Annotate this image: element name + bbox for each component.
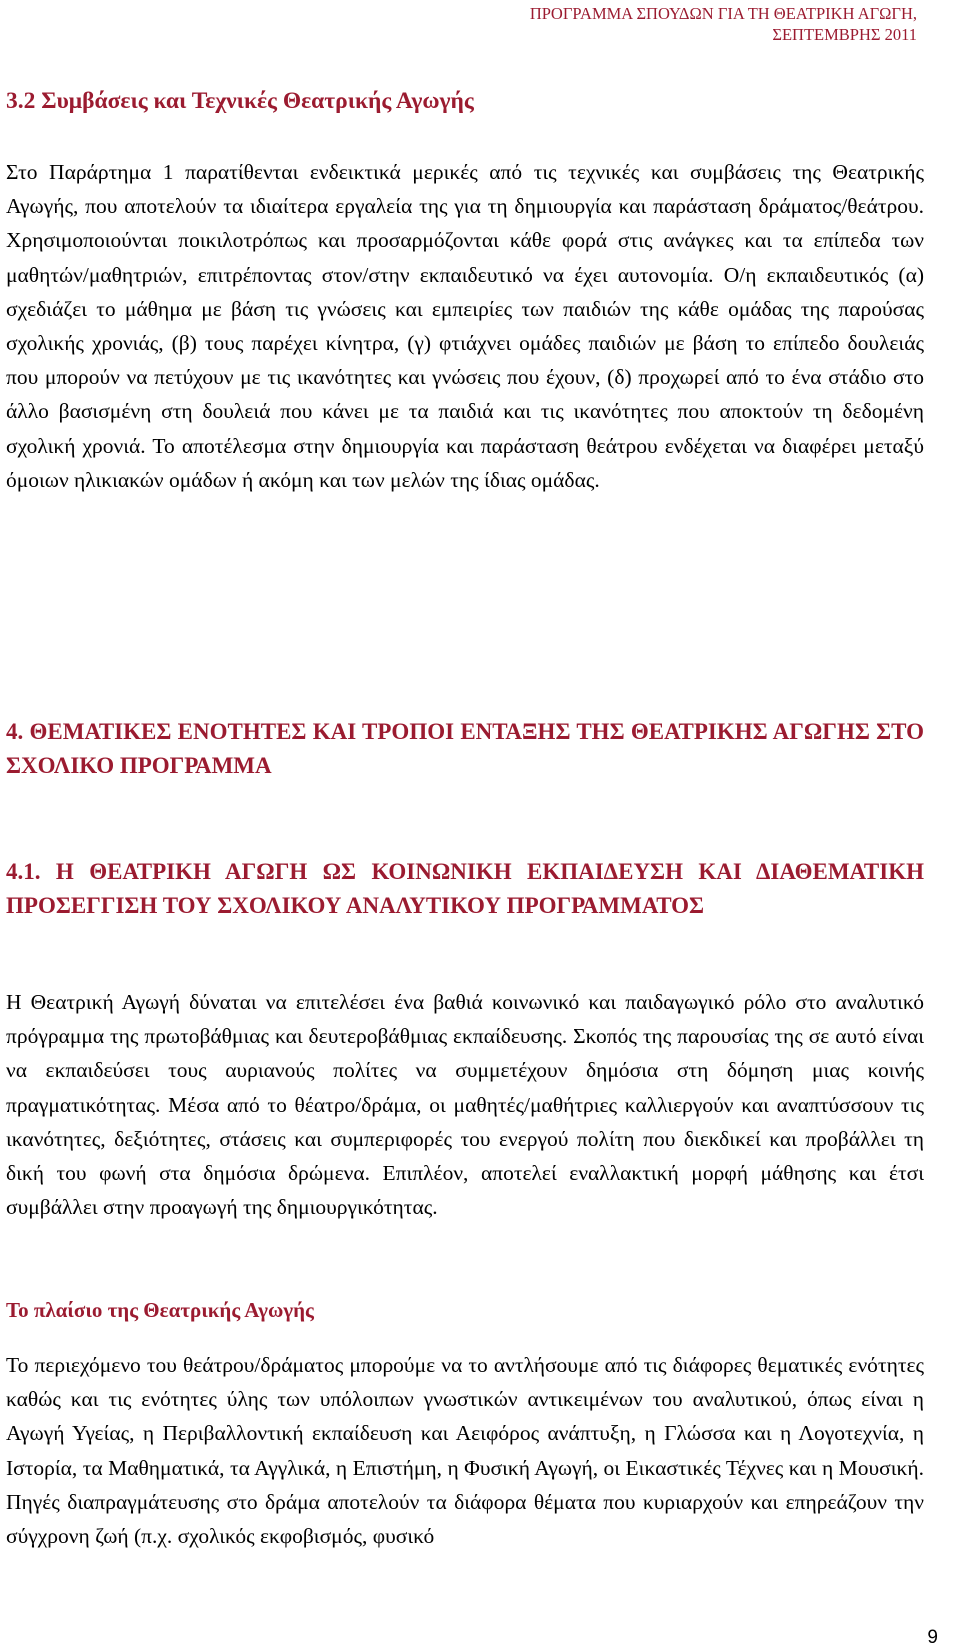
section-3-2-heading: 3.2 Συμβάσεις και Τεχνικές Θεατρικής Αγωγής — [6, 88, 474, 114]
chapter-4-heading: 4. ΘΕΜΑΤΙΚΕΣ ΕΝΟΤΗΤΕΣ ΚΑΙ ΤΡΟΠΟΙ ΕΝΤΑΞΗΣ ΤΗΣ ΘΕΑΤΡΙΚΗΣ ΑΓΩΓΗΣ ΣΤΟ ΣΧΟΛΙΚΟ ΠΡΟΓΡΑΜΜΑ — [6, 719, 924, 778]
section-3-2-paragraph: Στο Παράρτημα 1 παρατίθενται ενδεικτικά μερικές από τις τεχνικές και συμβάσεις της Θεατρικής Αγωγής, που αποτελούν τα ιδιαίτερα εργαλεία της για τη δημιουργία και παράσταση δράματος/θεάτρου. Χρησιμοποιούνται ποικιλοτρόπως και προσαρμόζονται κάθε φορά στις ανάγκες και τα επίπεδα των μαθητών/μαθητριών, επιτρέποντας στον/στην εκπαιδευτικό να έχει αυτονομία. Ο/η εκπαιδευτικός (α) σχεδιάζει το μάθημα με βάση τις γνώσεις και εμπειρίες των παιδιών της κάθε ομάδας της παρούσας σχολικής χρονιάς, (β) τους παρέχει κίνητρα, (γ) φτιάχνει ομάδες παιδιών με βάση το επίπεδο δουλειάς που μπορούν να πετύχουν με τις ικανότητες και γνώσεις που έχουν, (δ) προχωρεί από το ένα στάδιο στο άλλο βασισμένη στη δουλειά που κάνει με τα παιδιά και τις ικανότητες που αποκτούν τη δεδομένη σχολική χρονιά. Το αποτέλεσμα στην δημιουργία και παράσταση θεάτρου ενδέχεται να διαφέρει μεταξύ όμοιων ηλικιακών ομάδων ή ακόμη και των μελών της ίδιας ομάδας. — [6, 160, 924, 492]
section-4-1-paragraph: Η Θεατρική Αγωγή δύναται να επιτελέσει ένα βαθιά κοινωνικό και παιδαγωγικό ρόλο στο αναλυτικό πρόγραμμα της πρωτοβάθμιας και δευτεροβάθμιας εκπαίδευσης. Σκοπός της παρουσίας της σε αυτό είναι να εκπαιδεύσει τους αυριανούς πολίτες να συμμετέχουν δημόσια στη δόμηση μιας κοινής πραγματικότητας. Μέσα από το θέατρο/δράμα, οι μαθητές/μαθήτριες καλλιεργούν και αναπτύσσουν τις ικανότητες, δεξιότητες, στάσεις και συμπεριφορές του ενεργού πολίτη που διεκδικεί και προβάλλει τη δική του φωνή στα δημόσια δρώμενα. Επιπλέον, αποτελεί εναλλακτική μορφή μάθησης και έτσι συμβάλλει στην προαγωγή της δημιουργικότητας. — [6, 990, 924, 1220]
framework-paragraph: Το περιεχόμενο του θεάτρου/δράματος μπορούμε να το αντλήσουμε από τις διάφορες θεματικές ενότητες καθώς και τις ενότητες ύλης των υπόλοιπων γνωστικών αντικειμένων του αναλυτικού, όπως είναι η Αγωγή Υγείας, η Περιβαλλοντική εκπαίδευση και Αειφόρος ανάπτυξη, η Γλώσσα και η Λογοτεχνία, η Ιστορία, τα Μαθηματικά, τα Αγγλικά, η Επιστήμη, η Φυσική Αγωγή, οι Εικαστικές Τέχνες και η Μουσική. Πηγές διαπραγμάτευσης στο δράμα αποτελούν τα διάφορα θέματα που κυριαρχούν και επηρεάζουν την σύγχρονη ζωή (π.χ. σχολικός εκφοβισμός, φυσικό — [6, 1353, 924, 1549]
framework-heading: Το πλαίσιο της Θεατρικής Αγωγής — [6, 1298, 314, 1322]
running-header-line-1: ΠΡΟΓΡΑΜΜΑ ΣΠΟΥΔΩΝ ΓΙΑ ΤΗ ΘΕΑΤΡΙΚΗ ΑΓΩΓΗ, — [529, 4, 917, 23]
page-number: 9 — [927, 1627, 938, 1648]
section-4-1-heading: 4.1. Η ΘΕΑΤΡΙΚΗ ΑΓΩΓΗ ΩΣ ΚΟΙΝΩΝΙΚΗ ΕΚΠΑΙΔΕΥΣΗ ΚΑΙ ΔΙΑΘΕΜΑΤΙΚΗ ΠΡΟΣΕΓΓΙΣΗ ΤΟΥ ΣΧΟΛΙΚΟΥ ΑΝΑΛΥΤΙΚΟΥ ΠΡΟΓΡΑΜΜΑΤΟΣ — [6, 859, 924, 918]
running-header-line-2: ΣΕΠΤΕΜΒΡΗΣ 2011 — [772, 25, 917, 44]
running-header — [357, 3, 917, 45]
